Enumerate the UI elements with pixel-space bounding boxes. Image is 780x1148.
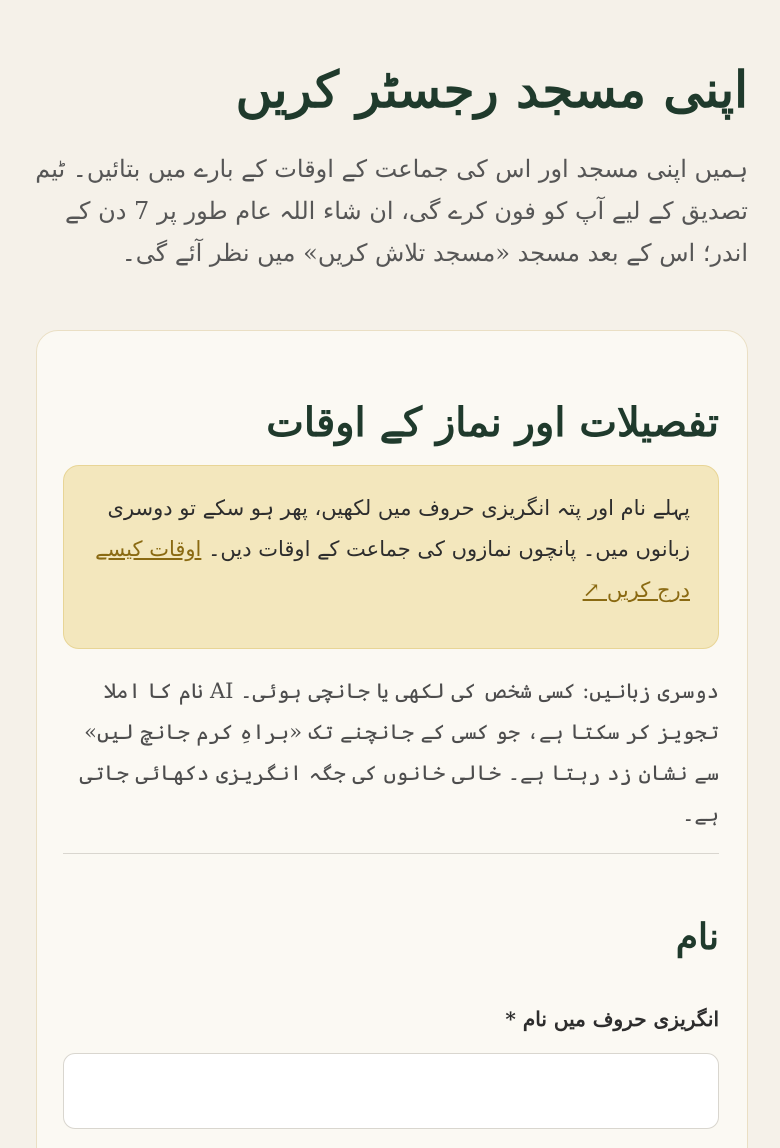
english-name-input[interactable] [63, 1053, 719, 1129]
instructions-notice [63, 465, 719, 649]
name-section-title: نام [675, 916, 719, 958]
other-languages-note: دوسری زبانیں: کسی شخص کی لکھی یا جانچی ہوئی۔ AI نام کا املا تجویز کر سکتا ہے، جو کسی کے جانچنے تک «براہِ کرم جانچ لیں» سے نشان زد رہتا ہے۔ خالی خانوں کی جگہ انگریزی دکھائی جاتی ہے۔ [79, 679, 719, 826]
details-card [36, 330, 748, 1148]
card-title: تفصیلات اور نماز کے اوقات [266, 399, 719, 446]
english-name-label: انگریزی حروف میں نام * [505, 1007, 719, 1031]
how-to-enter-times-link[interactable]: اوقات کیسے درج کریں ↗ [95, 537, 690, 602]
notice-text: پہلے نام اور پتہ انگریزی حروف میں لکھیں، پھر ہو سکے تو دوسری زبانوں میں۔ پانچوں نمازوں کی جماعت کے اوقات دیں۔ [107, 496, 690, 561]
page-title: اپنی مسجد رجسٹر کریں [235, 60, 748, 119]
intro-text: ہمیں اپنی مسجد اور اس کی جماعت کے اوقات کے بارے میں بتائیں۔ ٹیم تصدیق کے لیے آپ کو فون کرے گی، ان شاء اللہ عام طور پر 7 دن کے اندر؛ اس کے بعد مسجد «مسجد تلاش کریں» میں نظر آئے گی۔ [35, 155, 748, 267]
section-divider [63, 853, 719, 854]
